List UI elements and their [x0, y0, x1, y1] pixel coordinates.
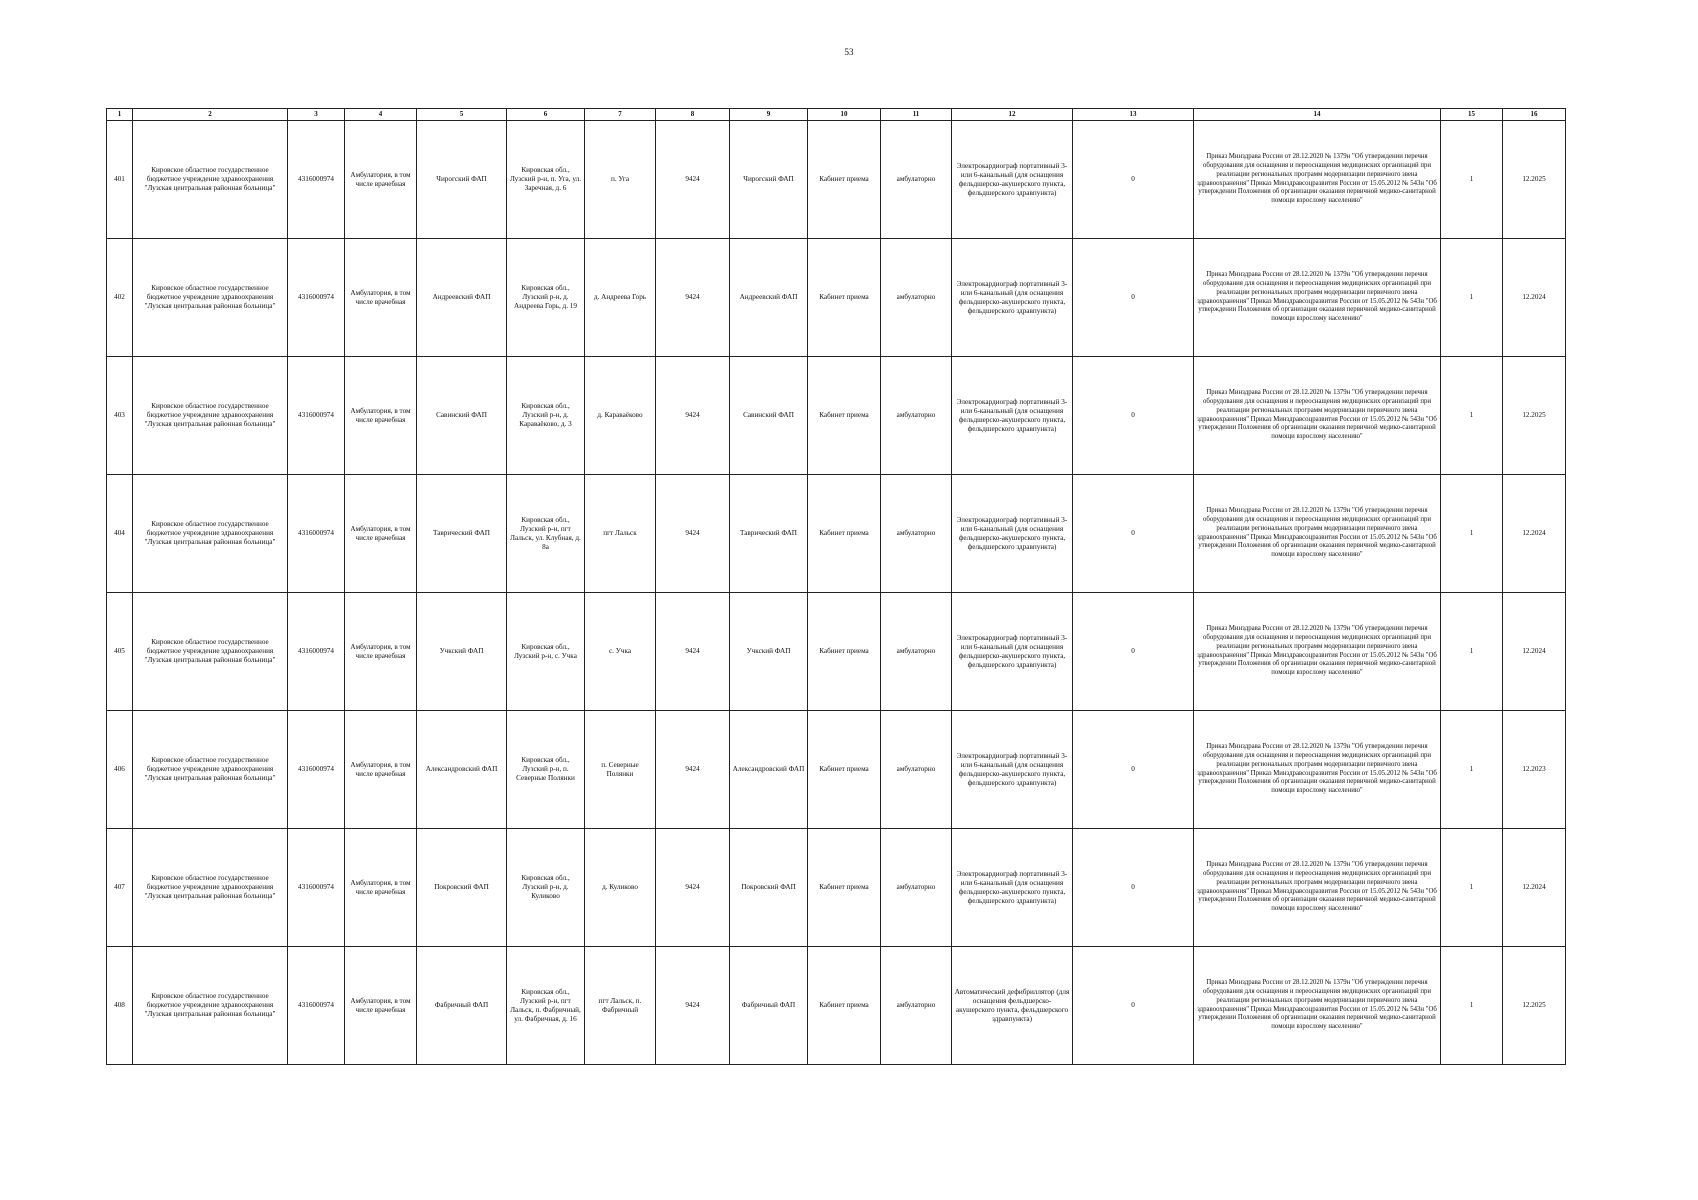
required-quantity-cell: 1	[1441, 475, 1503, 593]
territory-code-cell: 9424	[656, 593, 730, 711]
inn-code-cell: 4316000974	[288, 357, 345, 475]
required-quantity-cell: 1	[1441, 121, 1503, 239]
organization-name-cell: Кировское областное государственное бюджетное учреждение здравоохранения "Лузская центральная районная больница"	[133, 711, 288, 829]
organization-name-cell: Кировское областное государственное бюджетное учреждение здравоохранения "Лузская центральная районная больница"	[133, 121, 288, 239]
row-number-cell: 404	[107, 475, 133, 593]
planned-date-cell: 12.2024	[1503, 239, 1566, 357]
column-header-12: 12	[952, 109, 1073, 121]
regulatory-order-cell: Приказ Минздрава России от 28.12.2020 № 1379н "Об утверждении перечня оборудования для оснащения и переоснащения медицинских организаций при реализации региональных программ модернизации первичного звена здравоохранения" Приказ Минздравсоцразвития России от 15.05.2012 № 543н "Об утверждении Положения об организации оказания первичной медико-санитарной помощи взрослому населению"	[1194, 711, 1441, 829]
table-row	[107, 711, 1566, 829]
department-name-cell: Покровский ФАП	[730, 829, 808, 947]
existing-quantity-cell: 0	[1073, 239, 1194, 357]
column-header-5: 5	[417, 109, 507, 121]
organization-name-cell: Кировское областное государственное бюджетное учреждение здравоохранения "Лузская центральная районная больница"	[133, 593, 288, 711]
address-cell: Кировская обл., Лузский р-н, д. Андреева Горь, д. 19	[507, 239, 585, 357]
unit-name-cell: Савинский ФАП	[417, 357, 507, 475]
table-header	[107, 109, 1566, 121]
existing-quantity-cell: 0	[1073, 475, 1194, 593]
equipment-name-cell: Электрокардиограф портативный 3- или 6-канальный (для оснащения фельдшерско-акушерского пункта, фельдшерского здравпункта)	[952, 121, 1073, 239]
territory-code-cell: 9424	[656, 475, 730, 593]
regulatory-order-cell: Приказ Минздрава России от 28.12.2020 № 1379н "Об утверждении перечня оборудования для оснащения и переоснащения медицинских организаций при реализации региональных программ модернизации первичного звена здравоохранения" Приказ Минздравсоцразвития России от 15.05.2012 № 543н "Об утверждении Положения об организации оказания первичной медико-санитарной помощи взрослому населению"	[1194, 357, 1441, 475]
facility-type-cell: Амбулатория, в том числе врачебная	[345, 947, 417, 1065]
column-header-11: 11	[881, 109, 952, 121]
equipment-name-cell: Автоматический дефибриллятор (для оснащения фельдшерско-акушерского пункта, фельдшерского здравпункта)	[952, 947, 1073, 1065]
department-name-cell: Александровский ФАП	[730, 711, 808, 829]
unit-name-cell: Чирогский ФАП	[417, 121, 507, 239]
existing-quantity-cell: 0	[1073, 829, 1194, 947]
territory-code-cell: 9424	[656, 121, 730, 239]
planned-date-cell: 12.2024	[1503, 593, 1566, 711]
regulatory-order-cell: Приказ Минздрава России от 28.12.2020 № 1379н "Об утверждении перечня оборудования для оснащения и переоснащения медицинских организаций при реализации региональных программ модернизации первичного звена здравоохранения" Приказ Минздравсоцразвития России от 15.05.2012 № 543н "Об утверждении Положения об организации оказания первичной медико-санитарной помощи взрослому населению"	[1194, 239, 1441, 357]
address-cell: Кировская обл., Лузский р-н, с. Учка	[507, 593, 585, 711]
room-name-cell: Кабинет приема	[808, 475, 881, 593]
room-name-cell: Кабинет приема	[808, 357, 881, 475]
facility-type-cell: Амбулатория, в том числе врачебная	[345, 121, 417, 239]
required-quantity-cell: 1	[1441, 593, 1503, 711]
table-body	[107, 121, 1566, 1065]
column-header-7: 7	[585, 109, 656, 121]
room-name-cell: Кабинет приема	[808, 593, 881, 711]
column-header-16: 16	[1503, 109, 1566, 121]
locality-cell: пгт Лальск, п. Фабричный	[585, 947, 656, 1065]
territory-code-cell: 9424	[656, 357, 730, 475]
column-header-13: 13	[1073, 109, 1194, 121]
care-mode-cell: амбулаторно	[881, 475, 952, 593]
column-header-9: 9	[730, 109, 808, 121]
inn-code-cell: 4316000974	[288, 711, 345, 829]
column-header-14: 14	[1194, 109, 1441, 121]
planned-date-cell: 12.2025	[1503, 121, 1566, 239]
organization-name-cell: Кировское областное государственное бюджетное учреждение здравоохранения "Лузская центральная районная больница"	[133, 829, 288, 947]
department-name-cell: Андреевский ФАП	[730, 239, 808, 357]
row-number-cell: 402	[107, 239, 133, 357]
column-header-4: 4	[345, 109, 417, 121]
address-cell: Кировская обл., Лузский р-н, пгт Лальск, п. Фабричный, ул. Фабричная, д. 16	[507, 947, 585, 1065]
room-name-cell: Кабинет приема	[808, 121, 881, 239]
planned-date-cell: 12.2024	[1503, 829, 1566, 947]
care-mode-cell: амбулаторно	[881, 593, 952, 711]
facility-type-cell: Амбулатория, в том числе врачебная	[345, 475, 417, 593]
table-row	[107, 357, 1566, 475]
table-row	[107, 947, 1566, 1065]
equipment-name-cell: Электрокардиограф портативный 3- или 6-канальный (для оснащения фельдшерско-акушерского пункта, фельдшерского здравпункта)	[952, 829, 1073, 947]
planned-date-cell: 12.2024	[1503, 475, 1566, 593]
address-cell: Кировская обл., Лузский р-н, п. Уга, ул. Заречная, д. 6	[507, 121, 585, 239]
equipment-table	[106, 108, 1566, 1065]
address-cell: Кировская обл., Лузский р-н, пгт Лальск, ул. Клубная, д. 8а	[507, 475, 585, 593]
unit-name-cell: Таврический ФАП	[417, 475, 507, 593]
column-header-10: 10	[808, 109, 881, 121]
department-name-cell: Фабричный ФАП	[730, 947, 808, 1065]
page-number: 53	[844, 47, 854, 57]
inn-code-cell: 4316000974	[288, 947, 345, 1065]
required-quantity-cell: 1	[1441, 829, 1503, 947]
row-number-cell: 406	[107, 711, 133, 829]
address-cell: Кировская обл., Лузский р-н, д. Караваёково, д. 3	[507, 357, 585, 475]
department-name-cell: Таврический ФАП	[730, 475, 808, 593]
existing-quantity-cell: 0	[1073, 357, 1194, 475]
care-mode-cell: амбулаторно	[881, 947, 952, 1065]
existing-quantity-cell: 0	[1073, 711, 1194, 829]
column-header-15: 15	[1441, 109, 1503, 121]
column-header-2: 2	[133, 109, 288, 121]
unit-name-cell: Александровский ФАП	[417, 711, 507, 829]
column-header-1: 1	[107, 109, 133, 121]
equipment-name-cell: Электрокардиограф портативный 3- или 6-канальный (для оснащения фельдшерско-акушерского пункта, фельдшерского здравпункта)	[952, 239, 1073, 357]
planned-date-cell: 12.2025	[1503, 357, 1566, 475]
territory-code-cell: 9424	[656, 829, 730, 947]
column-header-8: 8	[656, 109, 730, 121]
facility-type-cell: Амбулатория, в том числе врачебная	[345, 593, 417, 711]
regulatory-order-cell: Приказ Минздрава России от 28.12.2020 № 1379н "Об утверждении перечня оборудования для оснащения и переоснащения медицинских организаций при реализации региональных программ модернизации первичного звена здравоохранения" Приказ Минздравсоцразвития России от 15.05.2012 № 543н "Об утверждении Положения об организации оказания первичной медико-санитарной помощи взрослому населению"	[1194, 475, 1441, 593]
locality-cell: д. Караваёково	[585, 357, 656, 475]
locality-cell: с. Учка	[585, 593, 656, 711]
organization-name-cell: Кировское областное государственное бюджетное учреждение здравоохранения "Лузская центральная районная больница"	[133, 357, 288, 475]
department-name-cell: Чирогский ФАП	[730, 121, 808, 239]
room-name-cell: Кабинет приема	[808, 829, 881, 947]
table-row	[107, 475, 1566, 593]
planned-date-cell: 12.2025	[1503, 947, 1566, 1065]
regulatory-order-cell: Приказ Минздрава России от 28.12.2020 № 1379н "Об утверждении перечня оборудования для оснащения и переоснащения медицинских организаций при реализации региональных программ модернизации первичного звена здравоохранения" Приказ Минздравсоцразвития России от 15.05.2012 № 543н "Об утверждении Положения об организации оказания первичной медико-санитарной помощи взрослому населению"	[1194, 829, 1441, 947]
care-mode-cell: амбулаторно	[881, 829, 952, 947]
table-row	[107, 829, 1566, 947]
required-quantity-cell: 1	[1441, 947, 1503, 1065]
equipment-name-cell: Электрокардиограф портативный 3- или 6-канальный (для оснащения фельдшерско-акушерского пункта, фельдшерского здравпункта)	[952, 593, 1073, 711]
organization-name-cell: Кировское областное государственное бюджетное учреждение здравоохранения "Лузская центральная районная больница"	[133, 947, 288, 1065]
care-mode-cell: амбулаторно	[881, 711, 952, 829]
room-name-cell: Кабинет приема	[808, 947, 881, 1065]
table-row	[107, 121, 1566, 239]
required-quantity-cell: 1	[1441, 711, 1503, 829]
row-number-cell: 401	[107, 121, 133, 239]
unit-name-cell: Андреевский ФАП	[417, 239, 507, 357]
required-quantity-cell: 1	[1441, 357, 1503, 475]
existing-quantity-cell: 0	[1073, 593, 1194, 711]
locality-cell: д. Андреева Горь	[585, 239, 656, 357]
organization-name-cell: Кировское областное государственное бюджетное учреждение здравоохранения "Лузская центральная районная больница"	[133, 239, 288, 357]
header-row	[107, 109, 1566, 121]
care-mode-cell: амбулаторно	[881, 239, 952, 357]
regulatory-order-cell: Приказ Минздрава России от 28.12.2020 № 1379н "Об утверждении перечня оборудования для оснащения и переоснащения медицинских организаций при реализации региональных программ модернизации первичного звена здравоохранения" Приказ Минздравсоцразвития России от 15.05.2012 № 543н "Об утверждении Положения об организации оказания первичной медико-санитарной помощи взрослому населению"	[1194, 121, 1441, 239]
facility-type-cell: Амбулатория, в том числе врачебная	[345, 357, 417, 475]
existing-quantity-cell: 0	[1073, 121, 1194, 239]
organization-name-cell: Кировское областное государственное бюджетное учреждение здравоохранения "Лузская центральная районная больница"	[133, 475, 288, 593]
room-name-cell: Кабинет приема	[808, 239, 881, 357]
existing-quantity-cell: 0	[1073, 947, 1194, 1065]
row-number-cell: 405	[107, 593, 133, 711]
care-mode-cell: амбулаторно	[881, 121, 952, 239]
facility-type-cell: Амбулатория, в том числе врачебная	[345, 239, 417, 357]
territory-code-cell: 9424	[656, 711, 730, 829]
locality-cell: п. Северные Полянки	[585, 711, 656, 829]
table-row	[107, 593, 1566, 711]
inn-code-cell: 4316000974	[288, 475, 345, 593]
equipment-name-cell: Электрокардиограф портативный 3- или 6-канальный (для оснащения фельдшерско-акушерского пункта, фельдшерского здравпункта)	[952, 711, 1073, 829]
facility-type-cell: Амбулатория, в том числе врачебная	[345, 711, 417, 829]
department-name-cell: Савинский ФАП	[730, 357, 808, 475]
inn-code-cell: 4316000974	[288, 593, 345, 711]
facility-type-cell: Амбулатория, в том числе врачебная	[345, 829, 417, 947]
unit-name-cell: Учкский ФАП	[417, 593, 507, 711]
row-number-cell: 403	[107, 357, 133, 475]
department-name-cell: Учкский ФАП	[730, 593, 808, 711]
inn-code-cell: 4316000974	[288, 239, 345, 357]
inn-code-cell: 4316000974	[288, 121, 345, 239]
room-name-cell: Кабинет приема	[808, 711, 881, 829]
address-cell: Кировская обл., Лузский р-н, д. Куликово	[507, 829, 585, 947]
address-cell: Кировская обл., Лузский р-н, п. Северные Полянки	[507, 711, 585, 829]
regulatory-order-cell: Приказ Минздрава России от 28.12.2020 № 1379н "Об утверждении перечня оборудования для оснащения и переоснащения медицинских организаций при реализации региональных программ модернизации первичного звена здравоохранения" Приказ Минздравсоцразвития России от 15.05.2012 № 543н "Об утверждении Положения об организации оказания первичной медико-санитарной помощи взрослому населению"	[1194, 593, 1441, 711]
row-number-cell: 407	[107, 829, 133, 947]
care-mode-cell: амбулаторно	[881, 357, 952, 475]
equipment-name-cell: Электрокардиограф портативный 3- или 6-канальный (для оснащения фельдшерско-акушерского пункта, фельдшерского здравпункта)	[952, 475, 1073, 593]
regulatory-order-cell: Приказ Минздрава России от 28.12.2020 № 1379н "Об утверждении перечня оборудования для оснащения и переоснащения медицинских организаций при реализации региональных программ модернизации первичного звена здравоохранения" Приказ Минздравсоцразвития России от 15.05.2012 № 543н "Об утверждении Положения об организации оказания первичной медико-санитарной помощи взрослому населению"	[1194, 947, 1441, 1065]
table-row	[107, 239, 1566, 357]
unit-name-cell: Фабричный ФАП	[417, 947, 507, 1065]
equipment-name-cell: Электрокардиограф портативный 3- или 6-канальный (для оснащения фельдшерско-акушерского пункта, фельдшерского здравпункта)	[952, 357, 1073, 475]
unit-name-cell: Покровский ФАП	[417, 829, 507, 947]
territory-code-cell: 9424	[656, 239, 730, 357]
column-header-6: 6	[507, 109, 585, 121]
inn-code-cell: 4316000974	[288, 829, 345, 947]
required-quantity-cell: 1	[1441, 239, 1503, 357]
row-number-cell: 408	[107, 947, 133, 1065]
locality-cell: д. Куликово	[585, 829, 656, 947]
locality-cell: пгт Лальск	[585, 475, 656, 593]
locality-cell: п. Уга	[585, 121, 656, 239]
planned-date-cell: 12.2023	[1503, 711, 1566, 829]
territory-code-cell: 9424	[656, 947, 730, 1065]
column-header-3: 3	[288, 109, 345, 121]
